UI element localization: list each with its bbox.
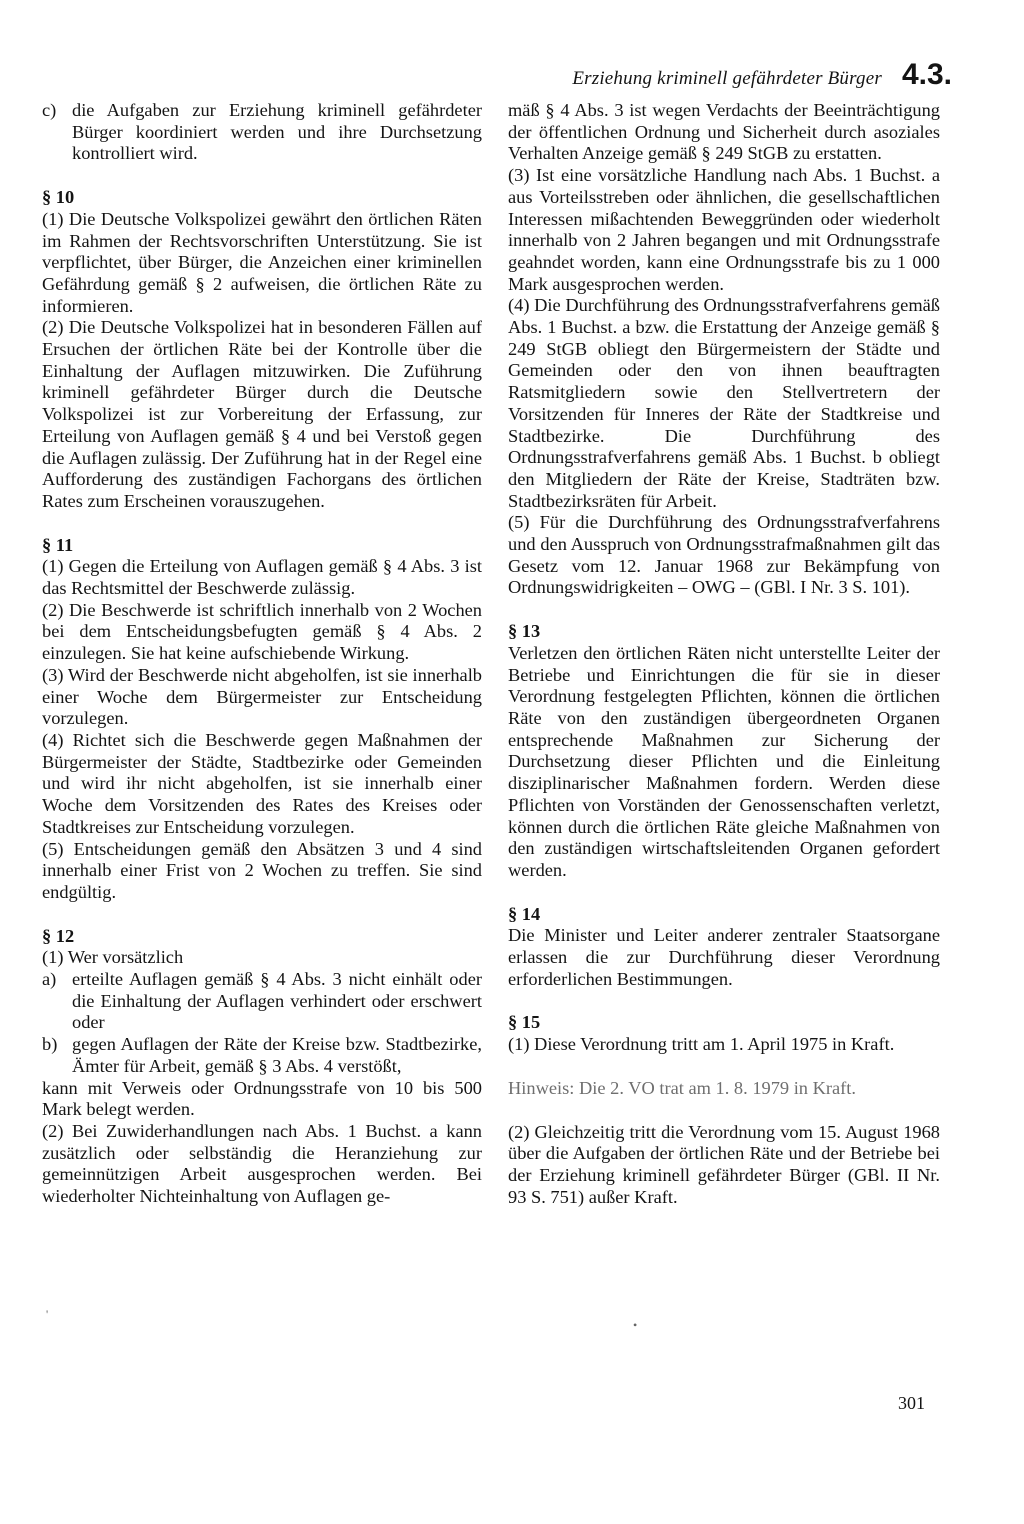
header-title: Erziehung kriminell gefährdeter Bürger: [572, 68, 882, 89]
left-column: [42, 100, 482, 1208]
paragraph: die Aufgaben zur Erziehung kriminell gefährdeter Bürger koordiniert werden und ihre Durchsetzung kontrolliert wird.: [72, 100, 482, 164]
page-number: 301: [898, 1393, 925, 1413]
paragraph: (1) Wer vorsätzlich: [42, 947, 184, 968]
paragraph: Die Minister und Leiter anderer zentraler Staatsorgane erlassen die zur Durchführung dieser Verordnung erforderlichen Bestimmungen.: [508, 925, 940, 989]
section-heading: § 10: [42, 187, 75, 208]
list-item: [42, 1034, 482, 1077]
paragraph: mäß § 4 Abs. 3 ist wegen Verdachts der Beeinträchtigung der öffentlichen Ordnung und Sicherheit durch asoziales Verhalten Anzeige gemäß § 249 StGB zu erstatten.: [508, 100, 940, 164]
list-item: [42, 969, 482, 1034]
paragraph: (1) Gegen die Erteilung von Auflagen gemäß § 4 Abs. 3 ist das Rechtsmittel der Beschwerde zulässig.: [42, 556, 482, 599]
paragraph: kann mit Verweis oder Ordnungsstrafe von 10 bis 500 Mark belegt werden.: [42, 1077, 482, 1120]
section-heading: § 11: [42, 534, 74, 555]
paragraph: (3) Wird der Beschwerde nicht abgeholfen, ist sie innerhalb einer Woche dem Bürgermeister zur Entscheidung vorzulegen.: [42, 664, 482, 729]
paragraph: (1) Diese Verordnung tritt am 1. April 1975 in Kraft.: [508, 1034, 895, 1055]
paragraph: Verletzen den örtlichen Räten nicht unterstellte Leiter der Betriebe und Einrichtungen die für sie in dieser Verordnung festgelegten Pflichten, können die örtlichen Räte von den zuständigen übergeordneten Organen entsprechende Maßnahmen zur Sicherung der Durchsetzung dieser Pflichten und die Einleitung disziplinarischer Maßnahmen fordern. Werden diese Pflichten von Vorständen der Genossenschaften verletzt, können durch die örtlichen Räte gleiche Maßnahmen von den zuständigen wirtschaftsleitenden Organen gefordert werden.: [508, 642, 940, 880]
section-heading: § 14: [508, 903, 541, 924]
scan-speck-icon: ': [46, 1307, 49, 1321]
section-heading: § 13: [508, 621, 541, 642]
paragraph: (2) Die Deutsche Volkspolizei hat in besonderen Fällen auf Ersuchen der örtlichen Räte bei der Kontrolle über die Einhaltung der Auflagen mitzuwirken. Die Zuführung kriminell gefährdeter Bürger durch die Deutsche Volkspolizei ist zur Vorbereitung der Erfassung, zur Erteilung von Auflagen gemäß § 4 und bei Verstoß gegen die Auflagen zulässig. Der Zuführung hat in der Regel eine Aufforderung des zuständigen Fachorgans des örtlichen Rates zum Erscheinen vorauszugehen.: [42, 317, 482, 511]
section-number: 4.3.: [901, 58, 952, 91]
list-item: [42, 100, 482, 165]
list-label: b): [42, 1034, 58, 1055]
scan-speck-icon: •: [633, 1318, 638, 1332]
section-heading: § 12: [42, 925, 75, 946]
list-label: c): [42, 100, 57, 120]
paragraph: (5) Für die Durchführung des Ordnungsstrafverfahrens und den Ausspruch von Ordnungsstrafmaßnahmen gilt das Gesetz vom 12. Januar 1968 zur Bekämpfung von Ordnungswidrigkeiten – OWG – (GBl. I Nr. 3 S. 101).: [508, 512, 940, 598]
paragraph: gegen Auflagen der Räte der Kreise bzw. Stadtbezirke, Ämter für Arbeit, gemäß § 3 Abs. 4 verstößt,: [72, 1034, 482, 1076]
running-header: [572, 58, 952, 92]
paragraph: (1) Die Deutsche Volkspolizei gewährt den örtlichen Räten im Rahmen der Rechtsvorschriften Unterstützung. Sie ist verpflichtet, über Bürger, die Anzeichen einer kriminellen Gefährdung gemäß § 2 aufweisen, die örtlichen Räte zu informieren.: [42, 208, 482, 316]
right-column: [508, 100, 940, 1208]
section-heading: § 15: [508, 1012, 541, 1033]
paragraph: (2) Die Beschwerde ist schriftlich innerhalb von 2 Wochen bei dem Entscheidungsbefugten gemäß § 4 Abs. 2 einzulegen. Sie hat keine aufschiebende Wirkung.: [42, 599, 482, 664]
paragraph: (2) Gleichzeitig tritt die Verordnung vom 15. August 1968 über die Aufgaben der örtlichen Räte und der Betriebe bei der Erziehung kriminell gefährdeter Bürger (GBl. II Nr. 93 S. 751) außer Kraft.: [508, 1121, 940, 1207]
paragraph: (4) Die Durchführung des Ordnungsstrafverfahrens gemäß Abs. 1 Buchst. a bzw. die Erstattung der Anzeige gemäß § 249 StGB obliegt den Bürgermeistern der Städte und Gemeinden oder den von ihnen beauftragten Ratsmitgliedern sowie den Stellvertretern der Vorsitzenden für Inneres der Räte der Stadtkreise und Stadtbezirke. Die Durchführung des Ordnungsstrafverfahrens gemäß Abs. 1 Buchst. b obliegt den Mitgliedern der Räte der Kreise, Stadträten bzw. Stadtbezirksräten für Arbeit.: [508, 295, 940, 511]
paragraph: erteilte Auflagen gemäß § 4 Abs. 3 nicht einhält oder die Einhaltung der Auflagen verhindert oder erschwert oder: [72, 969, 482, 1033]
paragraph: (3) Ist eine vorsätzliche Handlung nach Abs. 1 Buchst. a aus Vorteilsstreben oder ähnlichen, die gesellschaftlichen Interessen mißachtenden Beweggründen oder wiederholt innerhalb von 2 Jahren begangen und mit Ordnungsstrafe geahndet worden, kann eine Ordnungsstrafe bis zu 1 000 Mark ausgesprochen werden.: [508, 165, 940, 294]
hint-note: Hinweis: Die 2. VO trat am 1. 8. 1979 in Kraft.: [508, 1077, 857, 1098]
paragraph: (2) Bei Zuwiderhandlungen nach Abs. 1 Buchst. a kann zusätzlich oder selbständig die Heranziehung zur gemeinnützigen Arbeit ausgesprochen werden. Bei wiederholter Nichteinhaltung von Auflagen ge-: [42, 1120, 482, 1207]
paragraph: (4) Richtet sich die Beschwerde gegen Maßnahmen der Bürgermeister der Städte, Stadtbezirke oder Gemeinden und wird ihr nicht abgeholfen, ist sie innerhalb einer Woche dem Vorsitzenden des Rates des Kreises oder Stadtkreises zur Entscheidung vorzulegen.: [42, 729, 482, 837]
paragraph: (5) Entscheidungen gemäß den Absätzen 3 und 4 sind innerhalb einer Frist von 2 Wochen zu treffen. Sie sind endgültig.: [42, 838, 482, 902]
list-label: a): [42, 969, 57, 990]
